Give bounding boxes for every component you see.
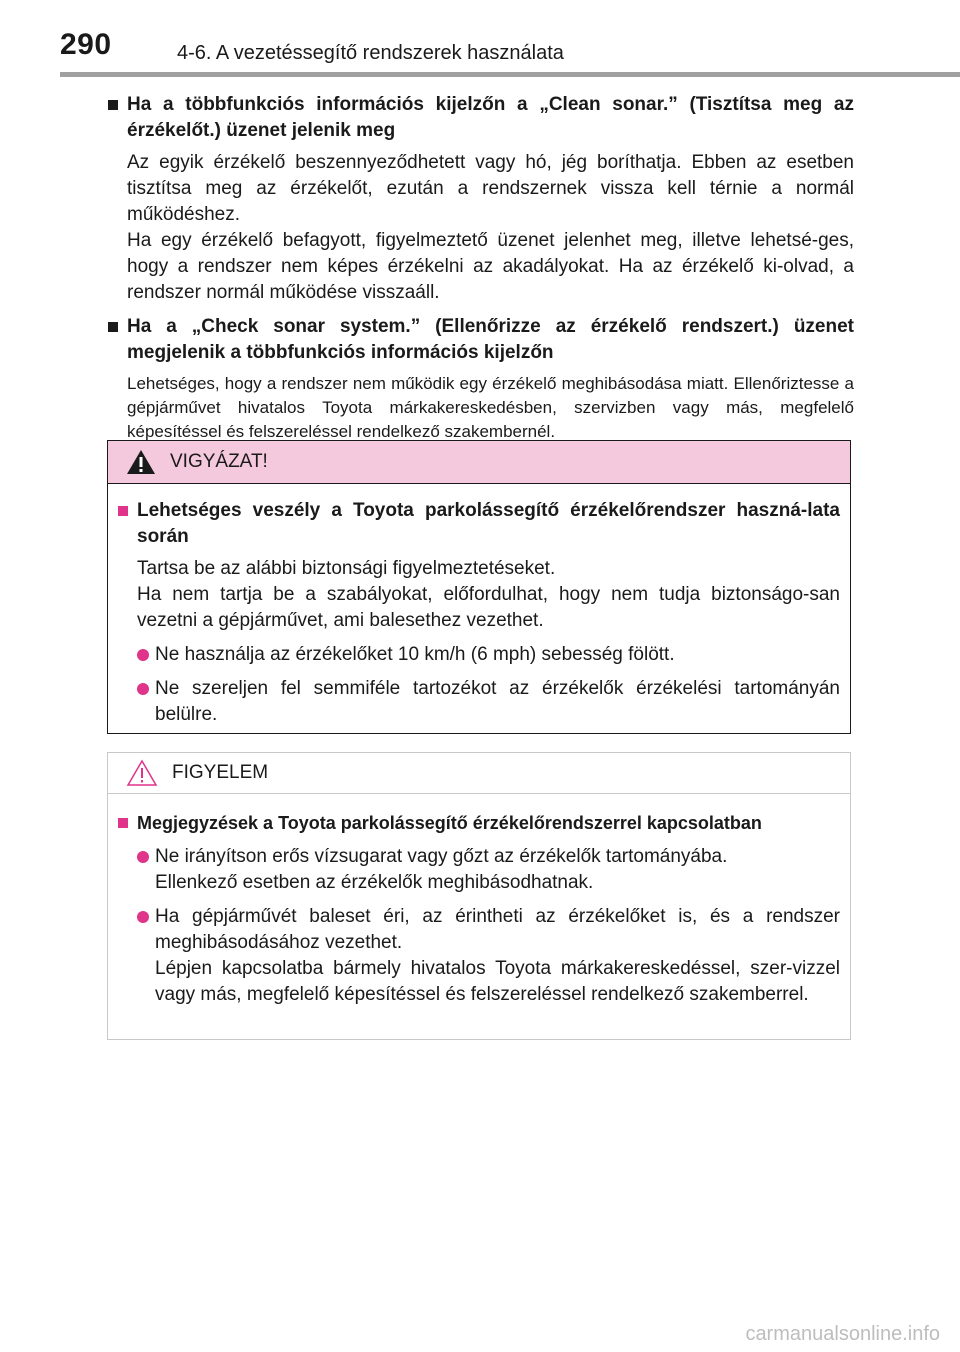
square-bullet-icon [118, 506, 128, 516]
notice-body [108, 794, 850, 1008]
sub-heading [108, 314, 854, 366]
list-item-text [155, 844, 840, 896]
caution-header [108, 441, 850, 484]
list-item [137, 676, 840, 728]
header-rule [60, 72, 960, 77]
list-item [137, 642, 840, 668]
section-title: 4-6. A vezetéssegítő rendszerek használata [177, 42, 564, 64]
main-content [108, 92, 854, 452]
paragraph: Ha nem tartja be a szabályokat, előfordulhat, hogy nem tudja biztonságo-san vezetni a gépjárművet, ami balesethez vezethet. [137, 584, 840, 631]
square-bullet-icon [108, 322, 118, 332]
circle-bullet-icon [137, 851, 149, 863]
warning-triangle-outline-icon [126, 759, 158, 787]
page-number: 290 [60, 28, 112, 61]
caution-heading-text: Lehetséges veszély a Toyota parkolássegítő érzékelőrendszer haszná-lata során [137, 500, 840, 547]
list-item [137, 904, 840, 1008]
sub-heading-text: Ha a „Check sonar system.” (Ellenőrizze az érzékelő rendszert.) üzenet megjelenik a többfunkciós információs kijelzőn [127, 316, 854, 363]
body-text [127, 372, 854, 444]
paragraph: Ne irányítson erős vízsugarat vagy gőzt az érzékelők tartományába. [155, 846, 728, 867]
caution-box [107, 440, 851, 734]
list-item [137, 844, 840, 896]
notice-heading [118, 810, 840, 836]
paragraph: Tartsa be az alábbi biztonsági figyelmeztetéseket. [137, 558, 556, 579]
circle-bullet-icon [137, 911, 149, 923]
list-item-text [155, 904, 840, 1008]
sub-heading [108, 92, 854, 144]
paragraph: Ellenkező esetben az érzékelők meghibásodhatnak. [155, 872, 594, 893]
circle-bullet-icon [137, 649, 149, 661]
notice-box [107, 752, 851, 1040]
notice-label: FIGYELEM [172, 762, 269, 783]
circle-bullet-icon [137, 683, 149, 695]
caution-text [137, 556, 840, 634]
notice-header [108, 753, 850, 794]
paragraph: Lépjen kapcsolatba bármely hivatalos Toyota márkakereskedéssel, szer-vizzel vagy más, megfelelő képesítéssel és felszereléssel rendelkező szakemberrel. [155, 958, 840, 1005]
warning-triangle-icon [126, 449, 156, 475]
sub-heading-text: Ha a többfunkciós információs kijelzőn a „Clean sonar.” (Tisztítsa meg az érzékelőt.) üzenet jelenik meg [127, 94, 854, 141]
paragraph: Ha egy érzékelő befagyott, figyelmeztető üzenet jelenhet meg, illetve lehetsé-ges, hogy a rendszer nem képes érzékelni az akadályokat. Ha az érzékelő ki-olvad, a rendszer normál működése visszaáll. [127, 230, 854, 303]
list-item-text: Ne szereljen fel semmiféle tartozékot az érzékelők érzékelési tartományán belülre. [155, 678, 840, 725]
square-bullet-icon [118, 818, 128, 828]
body-text [127, 150, 854, 306]
square-bullet-icon [108, 100, 118, 110]
paragraph: Az egyik érzékelő beszennyeződhetett vagy hó, jég boríthatja. Ebben az esetben tisztítsa meg az érzékelőt, ezután a rendszernek vissza kell térnie a normál működéshez. [127, 152, 854, 225]
watermark: carmanualsonline.info [745, 1323, 940, 1345]
caution-heading [118, 498, 840, 550]
paragraph: Lehetséges, hogy a rendszer nem működik egy érzékelő meghibásodása miatt. Ellenőriztesse a gépjárművet hivatalos Toyota márkakereskedésben, szervizben vagy más, megfelelő képesítéssel és felszereléssel rendelkező szakembernél. [127, 374, 854, 441]
section-check-sonar [108, 314, 854, 444]
notice-heading-text: Megjegyzések a Toyota parkolássegítő érzékelőrendszerrel kapcsolatban [137, 813, 762, 833]
caution-label: VIGYÁZAT! [170, 451, 268, 472]
list-item-text: Ne használja az érzékelőket 10 km/h (6 mph) sebesség fölött. [155, 644, 675, 665]
caution-body [108, 484, 850, 728]
paragraph: Ha gépjárművét baleset éri, az érintheti az érzékelőket is, és a rendszer meghibásodásához vezethet. [155, 906, 840, 953]
section-clean-sonar [108, 92, 854, 306]
